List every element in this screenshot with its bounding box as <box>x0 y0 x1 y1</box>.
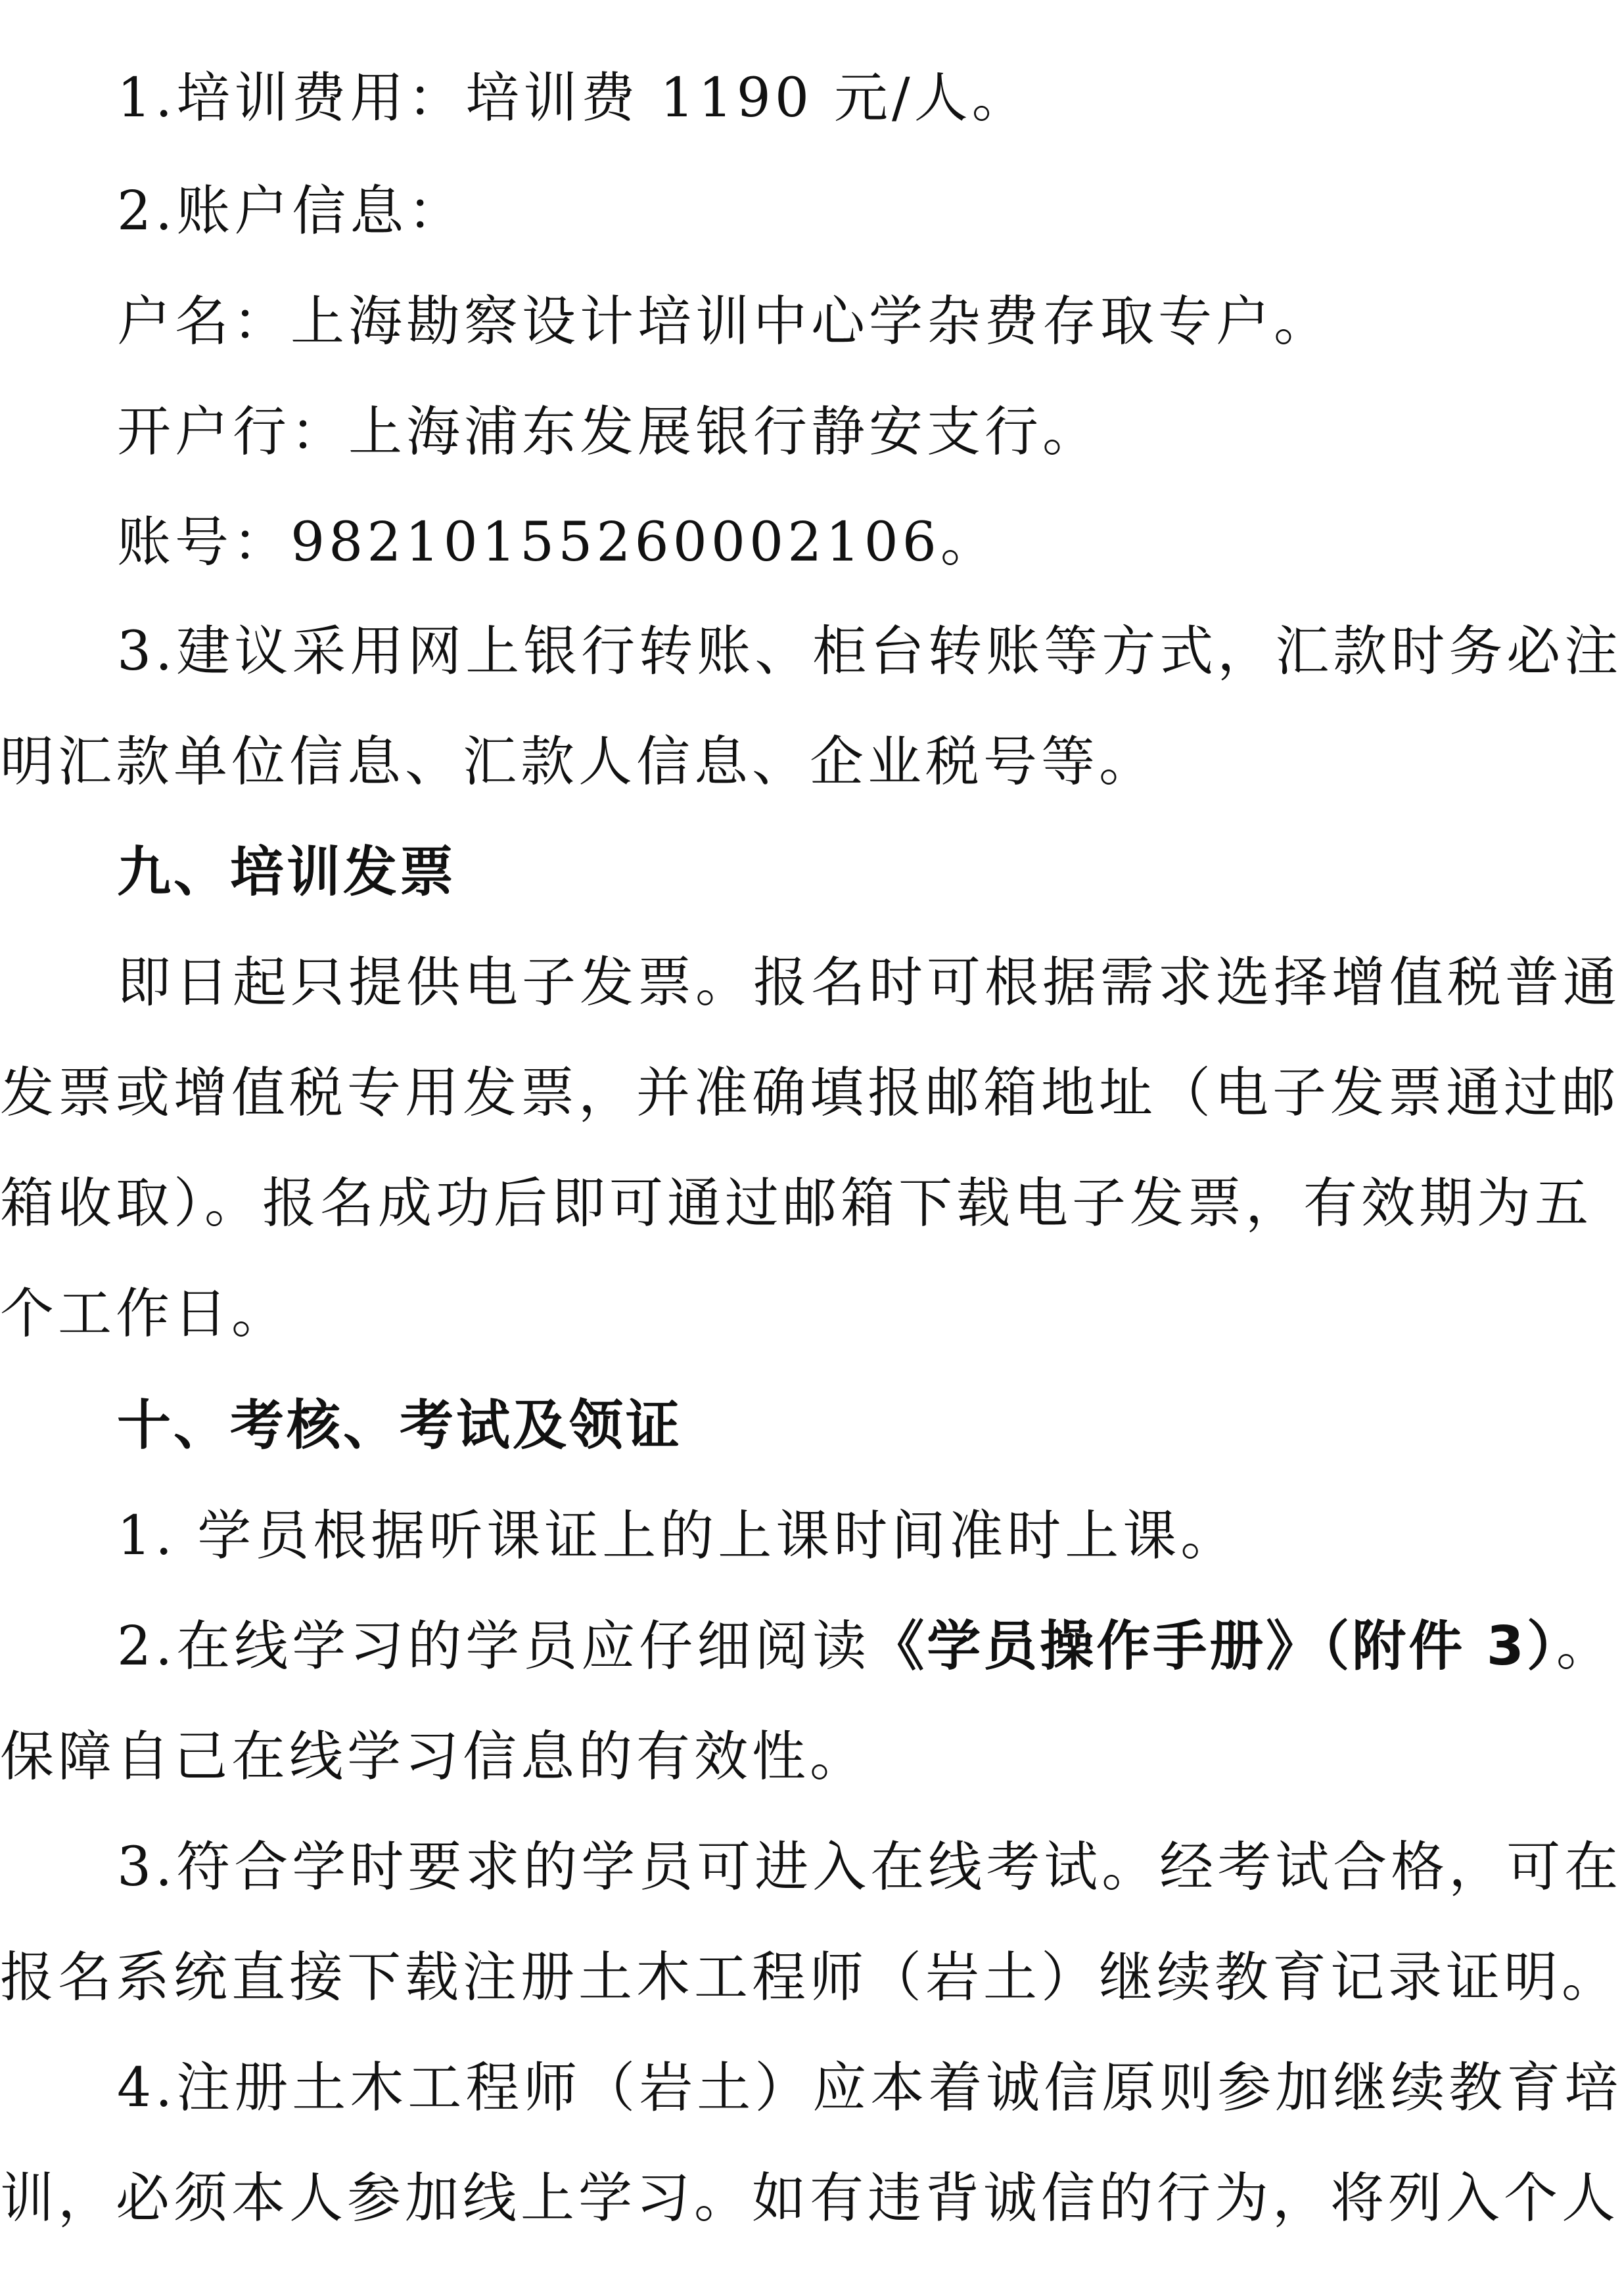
exam-item1: 1. 学员根据听课证上的上课时间准时上课。 <box>117 1505 1239 1567</box>
exam-item2-line1 <box>0 1607 1614 1686</box>
account-number: 账号：98210155260002106。 <box>117 511 998 574</box>
exam-item3-line1: 3.符合学时要求的学员可进入在线考试。经考试合格，可在 <box>117 1836 1622 1898</box>
exam-item3-line2: 报名系统直接下载注册土木工程师（岩土）继续教育记录证明。 <box>0 1946 1620 2009</box>
invoice-para-line4: 个工作日。 <box>0 1283 290 1345</box>
exam-item4-line1: 4.注册土木工程师（岩土）应本着诚信原则参加继续教育培 <box>117 2057 1622 2119</box>
invoice-para-line1: 即日起只提供电子发票。报名时可根据需求选择增值税普通 <box>117 952 1621 1014</box>
invoice-para-line3: 箱收取）。报名成功后即可通过邮箱下载电子发票，有效期为五 <box>0 1172 1593 1235</box>
exam-item2-text: 2.在线学习的学员应仔细阅读 <box>117 1615 871 1678</box>
account-info-item: 2.账户信息： <box>117 180 466 242</box>
payment-advice-line2: 明汇款单位信息、汇款人信息、企业税号等。 <box>0 731 1157 793</box>
bank-name: 开户行：上海浦东发展银行静安支行。 <box>117 401 1101 463</box>
section-heading-exam: 十、考核、考试及领证 <box>117 1394 683 1457</box>
invoice-para-line2: 发票或增值税专用发票，并准确填报邮箱地址（电子发票通过邮 <box>0 1062 1620 1124</box>
account-name: 户名：上海勘察设计培训中心学杂费存取专户。 <box>117 290 1332 353</box>
payment-advice-line1: 3.建议采用网上银行转账、柜台转账等方式，汇款时务必注 <box>117 620 1622 683</box>
exam-item2-line2: 保障自己在线学习信息的有效性。 <box>0 1726 868 1788</box>
section-heading-invoice: 九、培训发票 <box>117 841 457 904</box>
manual-reference: 《学员操作手册》（附件 3） <box>870 1615 1556 1678</box>
exam-item4-line2: 训，必须本人参加线上学习。如有违背诚信的行为，将列入个人 <box>0 2167 1620 2230</box>
fee-item: 1.培训费用：培训费 1190 元/人。 <box>117 67 1030 129</box>
exam-item2-end: 。 <box>1556 1615 1614 1678</box>
